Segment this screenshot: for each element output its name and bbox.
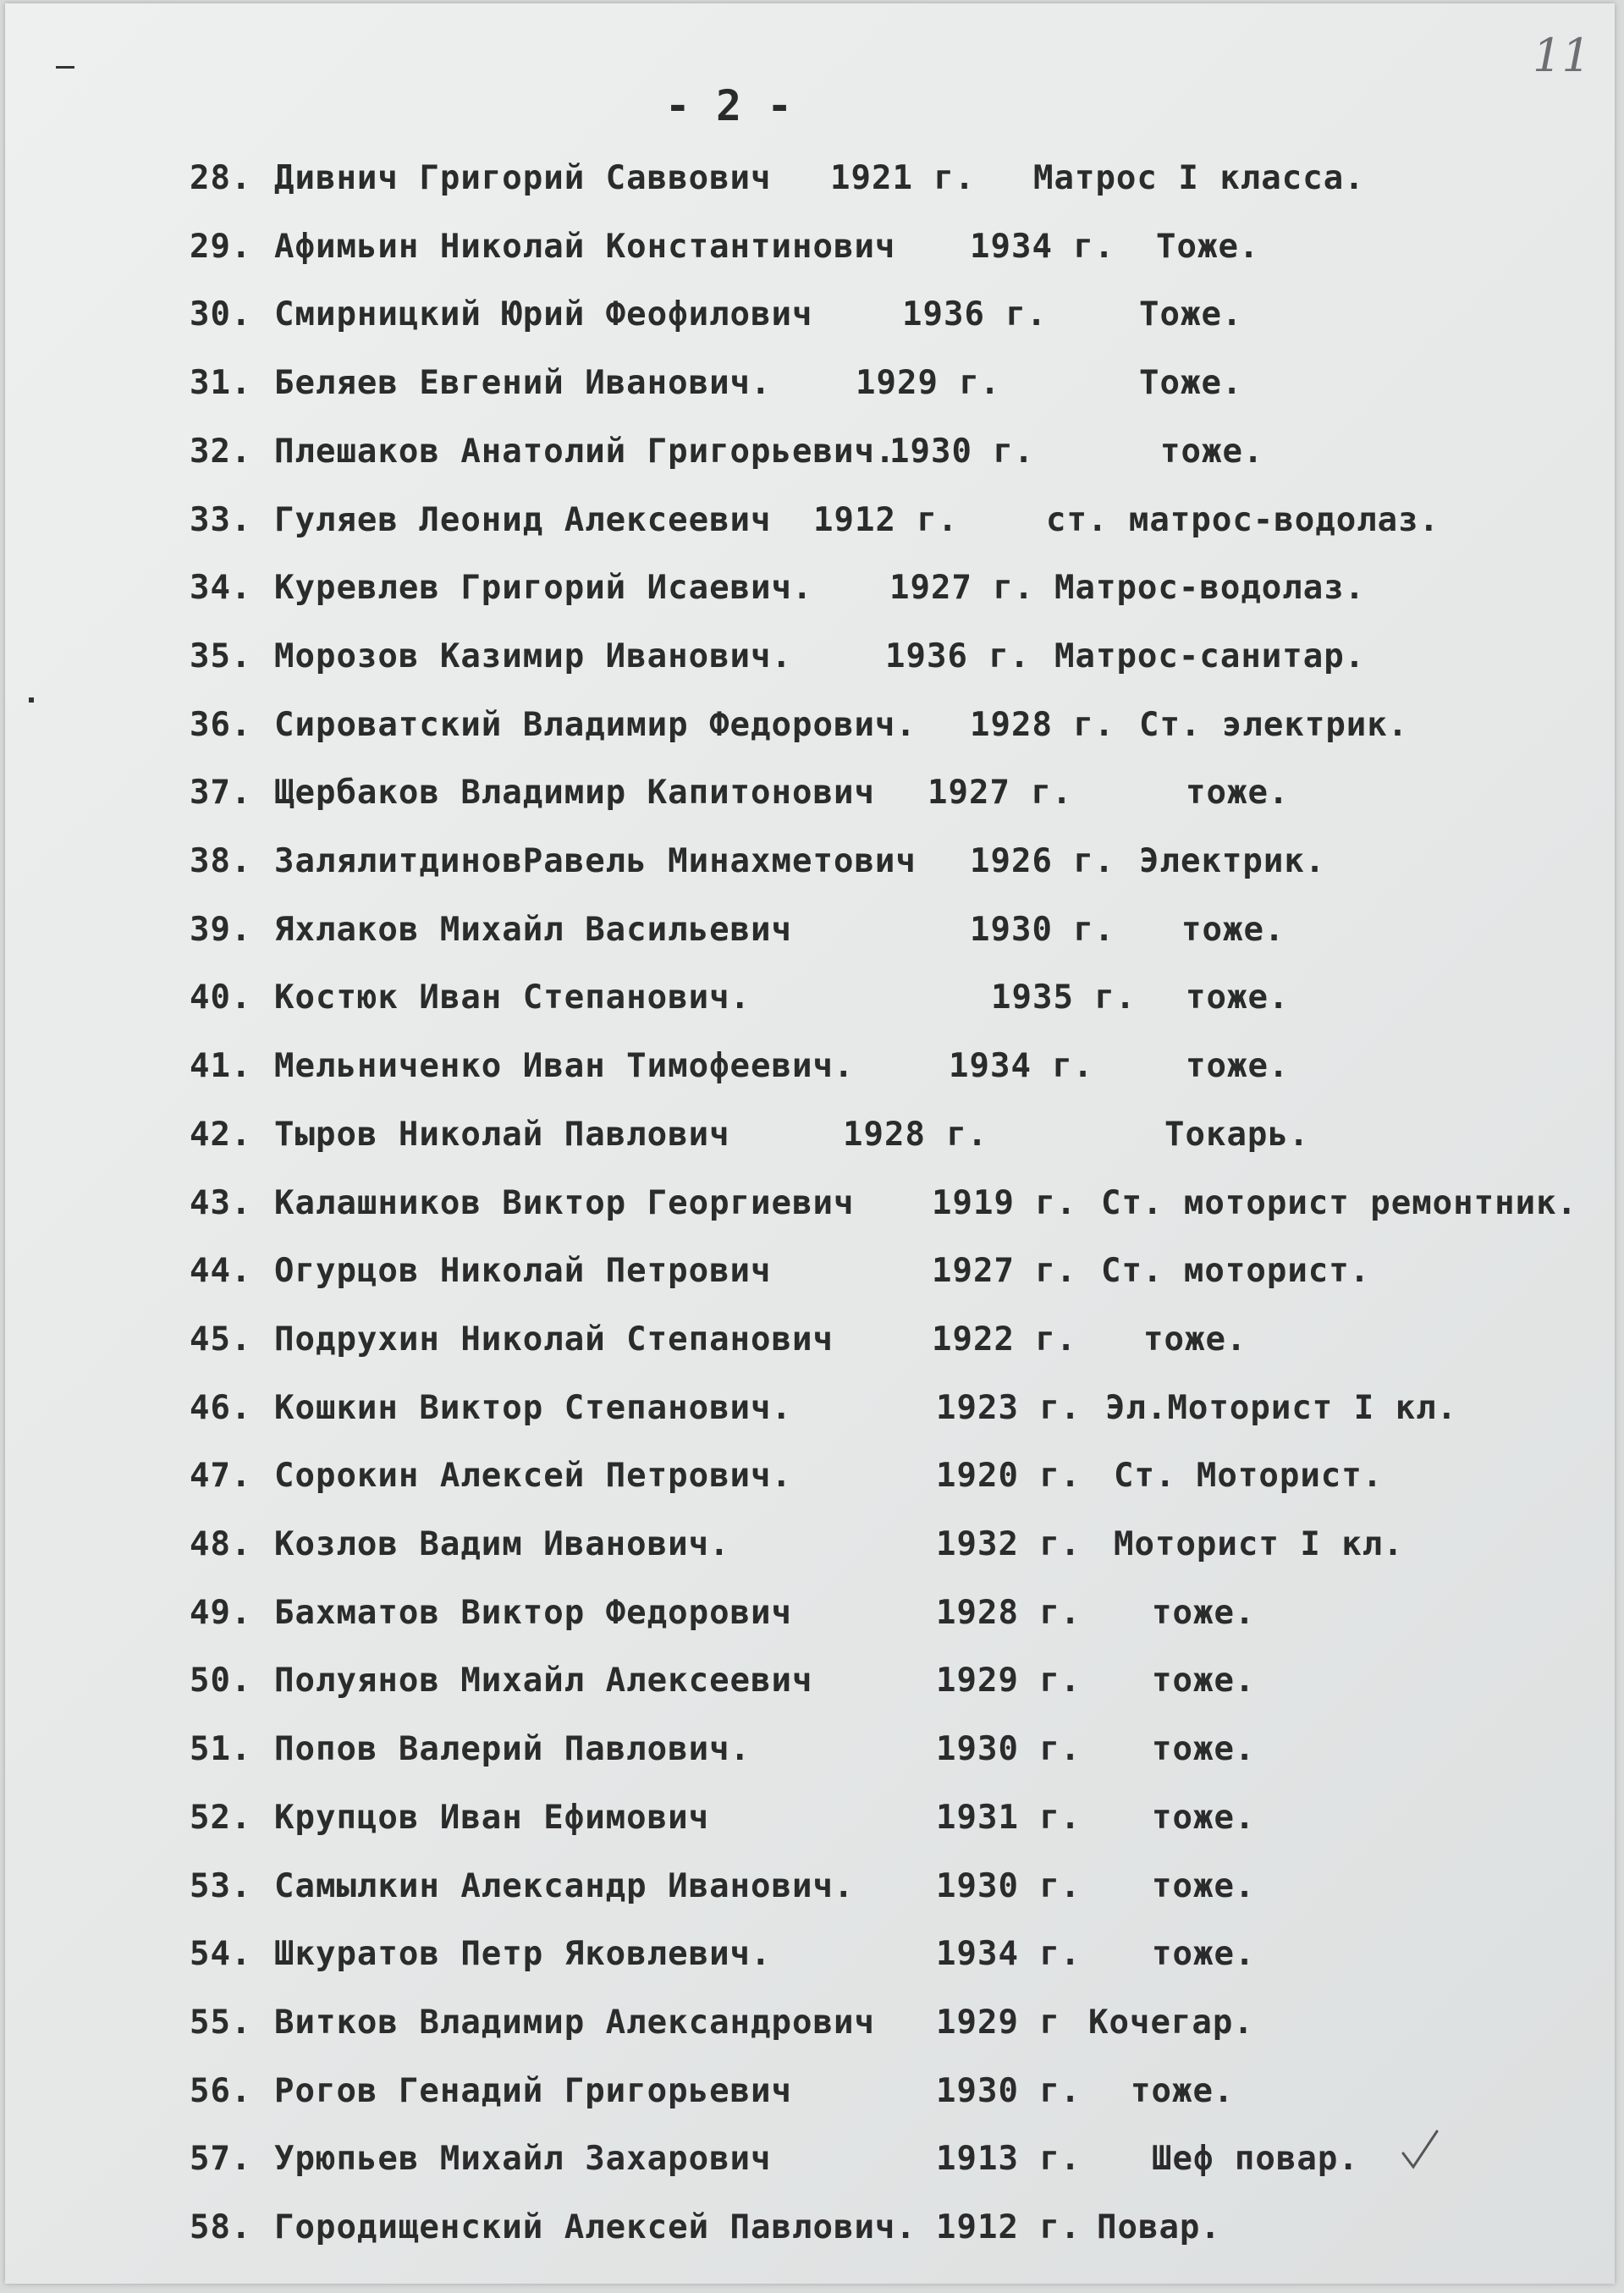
position-title: Тоже. xyxy=(1156,227,1260,266)
birth-year: 1919 г. xyxy=(932,1183,1077,1222)
position-title: тоже. xyxy=(1186,774,1290,813)
entry-number: 51. xyxy=(190,1730,252,1769)
position-title: тоже. xyxy=(1152,1730,1256,1769)
person-name: Беляев Евгений Иванович. xyxy=(274,364,772,403)
entry-number: 55. xyxy=(190,2003,252,2042)
birth-year: 1929 г. xyxy=(856,364,1001,403)
person-name: Кошкин Виктор Степанович. xyxy=(274,1388,792,1427)
birth-year: 1921 г. xyxy=(830,159,976,197)
birth-year: 1923 г. xyxy=(936,1388,1082,1427)
person-name: Щербаков Владимир Капитонович xyxy=(274,774,875,813)
list-item xyxy=(5,426,1615,482)
birth-year: 1931 г. xyxy=(936,1798,1082,1837)
entry-number: 44. xyxy=(190,1252,252,1291)
check-mark-icon xyxy=(1401,2128,1440,2170)
list-item xyxy=(5,699,1615,755)
position-title: тоже. xyxy=(1152,1866,1256,1905)
position-title: Эл.Моторист I кл. xyxy=(1105,1388,1458,1427)
birth-year: 1920 г. xyxy=(936,1457,1082,1496)
position-title: тоже. xyxy=(1152,1798,1256,1837)
list-item xyxy=(5,1792,1615,1848)
entry-number: 46. xyxy=(190,1388,252,1427)
birth-year: 1922 г. xyxy=(932,1320,1077,1359)
entry-number: 42. xyxy=(190,1115,252,1154)
entry-number: 40. xyxy=(190,978,252,1017)
person-name: Подрухин Николай Степанович xyxy=(274,1320,834,1359)
entry-number: 49. xyxy=(190,1593,252,1632)
person-name: Козлов Вадим Иванович. xyxy=(274,1525,730,1563)
list-item xyxy=(5,357,1615,413)
birth-year: 1928 г. xyxy=(936,1593,1082,1632)
position-title: Матрос-водолаз. xyxy=(1054,569,1366,608)
entry-number: 57. xyxy=(190,2140,252,2179)
archive-sheet-number: 11 xyxy=(1533,29,1591,82)
list-item xyxy=(5,2065,1615,2121)
entry-number: 43. xyxy=(190,1183,252,1222)
birth-year: 1935 г. xyxy=(991,978,1137,1017)
birth-year: 1930 г. xyxy=(970,910,1115,949)
person-name: Дивнич Григорий Саввович xyxy=(274,159,772,197)
list-item xyxy=(5,221,1615,277)
list-item xyxy=(5,289,1615,345)
entry-number: 37. xyxy=(190,774,252,813)
list-item xyxy=(5,972,1615,1028)
entry-number: 53. xyxy=(190,1866,252,1905)
document-page xyxy=(5,3,1615,2284)
birth-year: 1929 г. xyxy=(936,1662,1082,1700)
person-name: Гуляев Леонид Алексеевич xyxy=(274,500,772,539)
entry-number: 29. xyxy=(190,227,252,266)
entry-number: 39. xyxy=(190,910,252,949)
position-title: тоже. xyxy=(1186,1047,1290,1086)
person-name: Морозов Казимир Иванович. xyxy=(274,637,792,675)
person-name: Яхлаков Михайл Васильевич xyxy=(274,910,792,949)
birth-year: 1934 г. xyxy=(936,1935,1082,1974)
position-title: Электрик. xyxy=(1139,842,1326,880)
person-name: Сироватский Владимир Федорович. xyxy=(274,705,917,744)
entry-number: 47. xyxy=(190,1457,252,1496)
birth-year: 1928 г. xyxy=(970,705,1115,744)
person-name: Сорокин Алексей Петрович. xyxy=(274,1457,792,1496)
position-title: тоже. xyxy=(1186,978,1290,1017)
entry-number: 35. xyxy=(190,637,252,675)
position-title: тоже. xyxy=(1152,1593,1256,1632)
birth-year: 1928 г. xyxy=(843,1115,988,1154)
position-title: тоже. xyxy=(1160,432,1264,471)
list-item xyxy=(5,767,1615,823)
position-title: тоже. xyxy=(1131,2071,1235,2110)
birth-year: 1912 г. xyxy=(936,2208,1082,2246)
entry-number: 36. xyxy=(190,705,252,744)
list-item xyxy=(5,1245,1615,1301)
position-title: Моторист I кл. xyxy=(1114,1525,1404,1563)
list-item xyxy=(5,2133,1615,2189)
position-title: Кочегар. xyxy=(1088,2003,1254,2042)
position-title: Матрос I класса. xyxy=(1033,159,1365,197)
position-title: Ст. Моторист. xyxy=(1114,1457,1384,1496)
list-item xyxy=(5,1177,1615,1233)
person-name: Афимьин Николай Константинович xyxy=(274,227,896,266)
entry-number: 41. xyxy=(190,1047,252,1086)
birth-year: 1929 г xyxy=(936,2003,1060,2042)
entry-number: 52. xyxy=(190,1798,252,1837)
birth-year: 1912 г. xyxy=(813,500,959,539)
person-name: ЗалялитдиновРавель Минахметович xyxy=(274,842,917,880)
list-item xyxy=(5,2202,1615,2257)
entry-number: 28. xyxy=(190,159,252,197)
birth-year: 1913 г. xyxy=(936,2140,1082,2179)
position-title: Ст. моторист ремонтник. xyxy=(1101,1183,1578,1222)
person-name: Плешаков Анатолий Григорьевич. xyxy=(274,432,896,471)
position-title: тоже. xyxy=(1143,1320,1247,1359)
position-title: Шеф повар. xyxy=(1152,2140,1359,2179)
birth-year: 1930 г. xyxy=(889,432,1035,471)
page-number: - 2 - xyxy=(664,81,793,130)
position-title: Ст. моторист. xyxy=(1101,1252,1371,1291)
list-item xyxy=(5,904,1615,960)
entry-number: 30. xyxy=(190,295,252,334)
entry-number: 45. xyxy=(190,1320,252,1359)
position-title: Ст. электрик. xyxy=(1139,705,1409,744)
person-name: Рогов Генадий Григорьевич xyxy=(274,2071,792,2110)
birth-year: 1936 г. xyxy=(902,295,1048,334)
list-item xyxy=(5,1314,1615,1370)
list-item xyxy=(5,1587,1615,1643)
birth-year: 1927 г. xyxy=(932,1252,1077,1291)
person-name: Тыров Николай Павлович xyxy=(274,1115,730,1154)
list-item xyxy=(5,562,1615,618)
position-title: Тоже. xyxy=(1139,364,1243,403)
entry-number: 32. xyxy=(190,432,252,471)
person-name: Огурцов Николай Петрович xyxy=(274,1252,772,1291)
birth-year: 1926 г. xyxy=(970,842,1115,880)
list-item xyxy=(5,1382,1615,1438)
position-title: тоже. xyxy=(1152,1662,1256,1700)
list-item xyxy=(5,1450,1615,1506)
entry-number: 50. xyxy=(190,1662,252,1700)
position-title: тоже. xyxy=(1181,910,1285,949)
person-name: Попов Валерий Павлович. xyxy=(274,1730,751,1769)
entry-number: 54. xyxy=(190,1935,252,1974)
position-title: ст. матрос-водолаз. xyxy=(1046,500,1440,539)
person-name: Смирницкий Юрий Феофилович xyxy=(274,295,813,334)
list-item xyxy=(5,1519,1615,1574)
list-item xyxy=(5,1109,1615,1165)
person-name: Костюк Иван Степанович. xyxy=(274,978,751,1017)
position-title: Тоже. xyxy=(1139,295,1243,334)
entry-number: 48. xyxy=(190,1525,252,1563)
person-name: Урюпьев Михайл Захарович xyxy=(274,2140,772,2179)
person-name: Мельниченко Иван Тимофеевич. xyxy=(274,1047,855,1086)
birth-year: 1927 г. xyxy=(928,774,1073,813)
entry-number: 31. xyxy=(190,364,252,403)
list-item xyxy=(5,1723,1615,1779)
position-title: Повар. xyxy=(1097,2208,1221,2246)
list-item xyxy=(5,152,1615,208)
position-title: Матрос-санитар. xyxy=(1054,637,1366,675)
position-title: Токарь. xyxy=(1164,1115,1310,1154)
entry-number: 38. xyxy=(190,842,252,880)
birth-year: 1927 г. xyxy=(889,569,1035,608)
person-name: Шкуратов Петр Яковлевич. xyxy=(274,1935,772,1974)
position-title: тоже. xyxy=(1152,1935,1256,1974)
person-name: Куревлев Григорий Исаевич. xyxy=(274,569,813,608)
birth-year: 1932 г. xyxy=(936,1525,1082,1563)
person-name: Полуянов Михайл Алексеевич xyxy=(274,1662,813,1700)
list-item xyxy=(5,835,1615,891)
entry-number: 56. xyxy=(190,2071,252,2110)
stray-mark xyxy=(56,66,74,69)
birth-year: 1934 г. xyxy=(949,1047,1094,1086)
list-item xyxy=(5,494,1615,550)
person-name: Самылкин Александр Иванович. xyxy=(274,1866,855,1905)
person-name: Крупцов Иван Ефимович xyxy=(274,1798,710,1837)
list-item xyxy=(5,1928,1615,1984)
birth-year: 1934 г. xyxy=(970,227,1115,266)
person-name: Городищенский Алексей Павлович. xyxy=(274,2208,917,2246)
person-name: Витков Владимир Александрович xyxy=(274,2003,875,2042)
birth-year: 1930 г. xyxy=(936,1730,1082,1769)
list-item xyxy=(5,631,1615,686)
birth-year: 1936 г. xyxy=(885,637,1031,675)
list-item xyxy=(5,1997,1615,2053)
list-item xyxy=(5,1040,1615,1096)
birth-year: 1930 г. xyxy=(936,2071,1082,2110)
entry-number: 33. xyxy=(190,500,252,539)
person-name: Бахматов Виктор Федорович xyxy=(274,1593,792,1632)
list-item xyxy=(5,1655,1615,1711)
birth-year: 1930 г. xyxy=(936,1866,1082,1905)
person-name: Калашников Виктор Георгиевич xyxy=(274,1183,855,1222)
entry-number: 34. xyxy=(190,569,252,608)
entry-number: 58. xyxy=(190,2208,252,2246)
list-item xyxy=(5,1860,1615,1916)
